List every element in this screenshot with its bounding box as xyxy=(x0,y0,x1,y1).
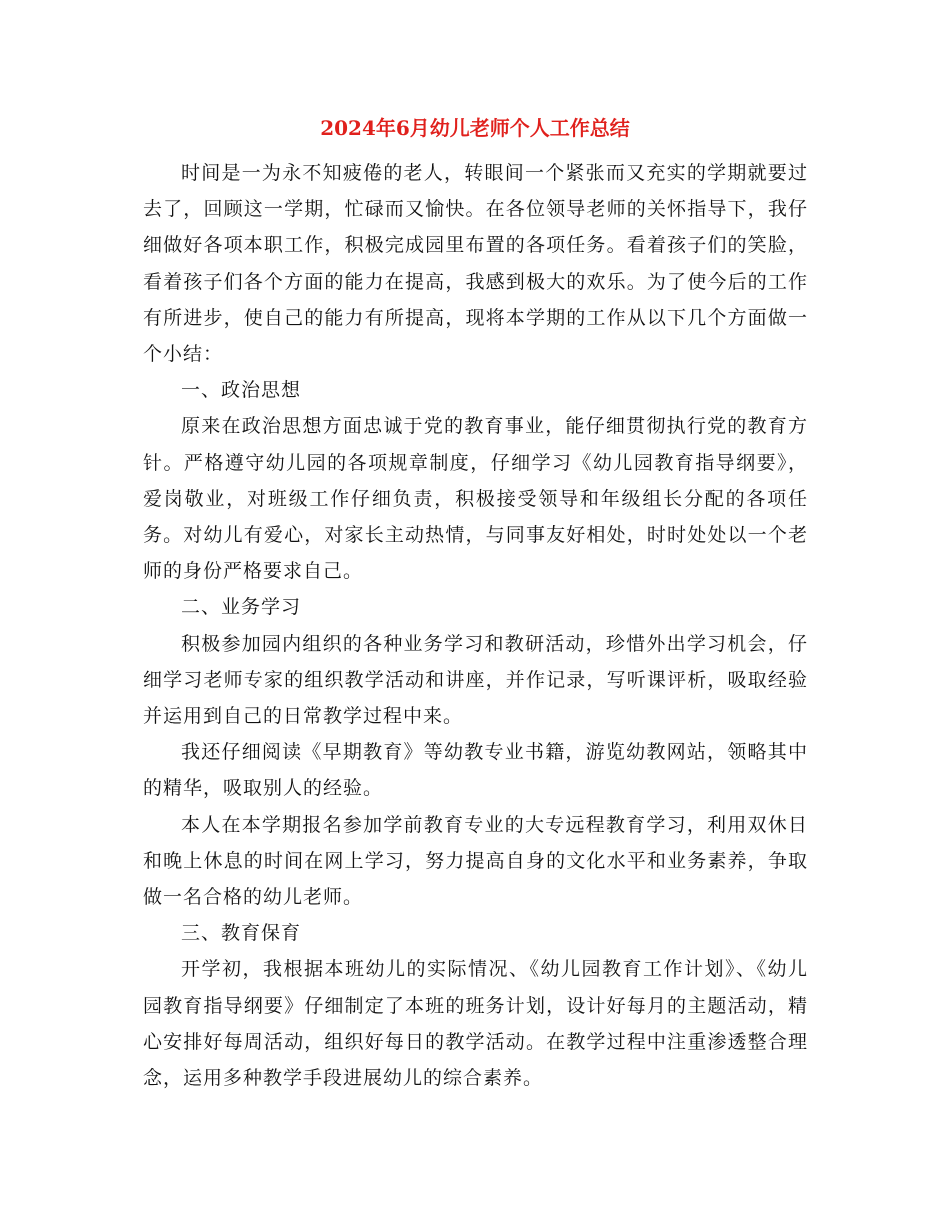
paragraph-politics: 原来在政治思想方面忠诚于党的教育事业，能仔细贯彻执行党的教育方针。严格遵守幼儿园的各项规章制度，仔细学习《幼儿园教育指导纲要》，爱岗敬业，对班级工作仔细负责，积极接受领导和年级组长分配的各项任务。对幼儿有爱心，对家长主动热情，与同事友好相处，时时处处以一个老师的身份严格要求自己。 xyxy=(143,415,808,583)
section-heading-study: 二、业务学习 xyxy=(181,596,302,619)
paragraph-study-3: 本人在本学期报名参加学前教育专业的大专远程教育学习，利用双休日和晚上休息的时间在网上学习，努力提高自身的文化水平和业务素养，争取做一名合格的幼儿老师。 xyxy=(143,813,808,909)
paragraph-intro: 时间是一为永不知疲倦的老人，转眼间一个紧张而又充实的学期就要过去了，回顾这一学期，忙碌而又愉快。在各位领导老师的关怀指导下，我仔细做好各项本职工作，积极完成园里布置的各项任务。看着孩子们的笑脸，看着孩子们各个方面的能力在提高，我感到极大的欢乐。为了使今后的工作有所进步，使自己的能力有所提高，现将本学期的工作从以下几个方面做一个小结： xyxy=(143,162,808,366)
section-heading-politics: 一、政治思想 xyxy=(181,379,302,402)
paragraph-study-2: 我还仔细阅读《早期教育》等幼教专业书籍，游览幼教网站，领略其中的精华，吸取别人的经验。 xyxy=(143,741,808,800)
paragraph-education: 开学初，我根据本班幼儿的实际情况、《幼儿园教育工作计划》、《幼儿园教育指导纲要》仔细制定了本班的班务计划，设计好每月的主题活动，精心安排好每周活动，组织好每日的教学活动。在教学过程中注重渗透整合理念，运用多种教学手段进展幼儿的综合素养。 xyxy=(143,958,808,1090)
document-body xyxy=(143,155,808,1096)
section-heading-education: 三、教育保育 xyxy=(181,922,302,945)
document-title: 2024年6月幼儿老师个人工作总结 xyxy=(320,116,630,140)
paragraph-study-1: 积极参加园内组织的各种业务学习和教研活动，珍惜外出学习机会，仔细学习老师专家的组织教学活动和讲座，并作记录，写听课评析，吸取经验并运用到自己的日常教学过程中来。 xyxy=(143,632,808,728)
